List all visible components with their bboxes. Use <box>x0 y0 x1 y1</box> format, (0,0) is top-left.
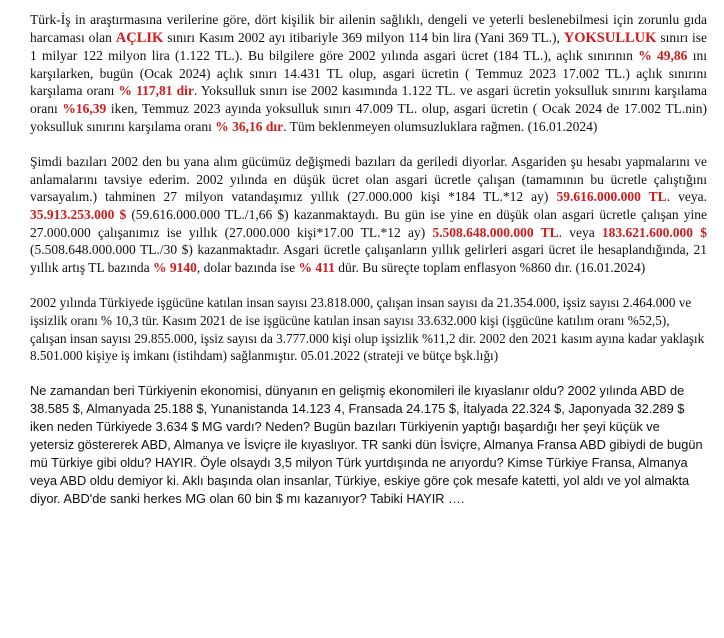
text-run: , dolar bazında ise <box>196 259 299 275</box>
text-run: 2002 yılında Türkiyede işgücüne katılan insan sayısı 23.818.000, çalışan insan sayısı da 21.354.000, işsiz sayısı 2.464.000 ve işsizlik oranı % 10,3 tür. Kasım 2021 de ise işgücüne katılan insan sayısı 33.632.000 kişi (işgücüne katılım oranı %52,5), çalışan insan sayısı 29.855.000, işsiz sayısı da 3.777.000 kişi olup işsizlik %11,2 dir. 2002 den 2021 kasım ayına kadar yaklaşık 8.501.000 kişiye iş imkanı (istihdam) sağlanmıştır. 05.01.2022 (strateji ve bütçe bşk.lığı) <box>30 295 705 364</box>
document-page <box>30 11 707 508</box>
text-run: dür. Bu süreçte toplam enflasyon %860 dır. (16.01.2024) <box>334 259 646 275</box>
highlighted-figure: YOKSULLUK <box>563 29 657 46</box>
highlighted-figure: 5.508.648.000.000 TL <box>432 224 559 240</box>
text-run: Türk-İş in araştırmasına verilerine göre, dört kişilik bir ailenin sağlıklı, dengeli ve yeterli beslenebilmesi için zorunlu gıda harcaması olan <box>30 12 707 45</box>
text-run: (59.616.000.000 TL./1,66 $) kazanmaktaydı. Bu gün ise yine en düşük olan asgari ücretle çalışan yine 27.000.000 çalışanımız ise yıllık (27.000.000 kişi*17.00 TL.*12 ay) <box>30 206 707 240</box>
highlighted-figure: 59.616.000.000 TL <box>556 189 667 205</box>
text-run: ını karşılarken, bugün (Ocak 2024) açlık sınırı 14.431 TL olup, asgari ücretin ( Temmuz 2023 17.002 TL.) açlık sınırını karşılama oranı <box>30 48 707 99</box>
highlighted-figure: % 36,16 dır <box>215 118 284 134</box>
text-run: Ne zamandan beri Türkiyenin ekonomisi, dünyanın en gelişmiş ekonomileri ile kıyaslanır oldu? 2002 yılında ABD de 38.585 $, Almanyada 25.188 $, Yunanistanda 14.123 4, Fransada 24.175 $, İtalyada 22.324 $, Japonyada 32.289 $ iken neden Türkiyede 3.634 $ MG vardı? Neden? Bugün bazıları Türkiyenin yaptığı başardığı her şeyi küçük ve yetersiz göstererek ABD, Almanya ve İsviçre ile kıyaslıyor. TR sanki dün İsviçre, Almanya Fransa ABD gibiydi de bugün mü Türkiye gibi oldu? HAYIR. Öyle olsaydı 3,5 milyon Türk yurtdışında ne arıyordu? Kimse Türkiye Fransa, Almanya veya ABD oldu demiyor ki. Aklı başında olan insanlar, Türkiye, eskiye göre çok mesafe katetti, yol aldı ve yol almakta diyor. ABD'de sanki herkes MG olan 60 bin $ mı kazanıyor? Tabiki HAYIR …. <box>30 382 703 507</box>
text-run: (5.508.648.000.000 TL./30 $) kazanmaktadır. Asgari ücretle çalışanların yıllık gelirleri asgari ücret ile hesaplandığında, 21 yıllık artış TL bazında <box>30 242 707 275</box>
text-run: . Tüm beklenmeyen olumsuzluklara rağmen. (16.01.2024) <box>283 118 598 134</box>
highlighted-figure: % 9140 <box>152 259 197 275</box>
text-run: sınırı ise 1 milyar 122 milyon lira (1.122 TL.). Bu bilgilere göre 2002 yılında asgari ücret (184 TL.), açlık sınırının <box>30 29 707 64</box>
highlighted-figure: % 117,81 dir <box>118 83 194 99</box>
text-run: . Yoksulluk sınırı ise 2002 kasımında 1.122 TL. ve asgari ücretin yoksulluk sınırını karşılama oranı <box>30 83 707 116</box>
highlighted-figure: %16,39 <box>62 100 107 116</box>
text-run: . veya <box>558 224 602 240</box>
highlighted-figure: 183.621.600.000 $ <box>601 224 708 240</box>
paragraph-purchasing-power <box>30 153 707 276</box>
paragraph-economic-comparison <box>30 382 707 509</box>
text-run: . veya. <box>666 189 707 205</box>
highlighted-figure: 35.913.253.000 $ <box>30 206 127 222</box>
highlighted-figure: AÇLIK <box>115 29 164 46</box>
text-run: sınırı Kasım 2002 ayı itibariyle 369 milyon 114 bin lira (Yani 369 TL.), <box>163 29 564 45</box>
highlighted-figure: % 411 <box>298 259 335 275</box>
text-run: Şimdi bazıları 2002 den bu yana alım gücümüz değişmedi bazıları da geriledi diyorlar. Asgariden şu hesabı yapmalarını ve anlamalarını tavsiye ederim. 2002 yılında en düşük ücret olan asgari ücretle çalışan (tamamının bu ücretle çalıştığını varsayalım.) tahminen 27 milyon vatandaşımız yıllık (27.000.000 kişi *184 TL.*12 ay) <box>30 154 707 205</box>
text-run: iken, Temmuz 2023 ayında yoksulluk sınırı 47.009 TL. olup, asgari ücretin ( Ocak 2024 de 17.002 TL.nin) yoksulluk sınırını karşılama oranı <box>30 100 707 134</box>
paragraph-hunger-poverty-line <box>30 11 707 135</box>
paragraph-employment-statistics <box>30 294 707 364</box>
highlighted-figure: % 49,86 <box>638 48 688 64</box>
